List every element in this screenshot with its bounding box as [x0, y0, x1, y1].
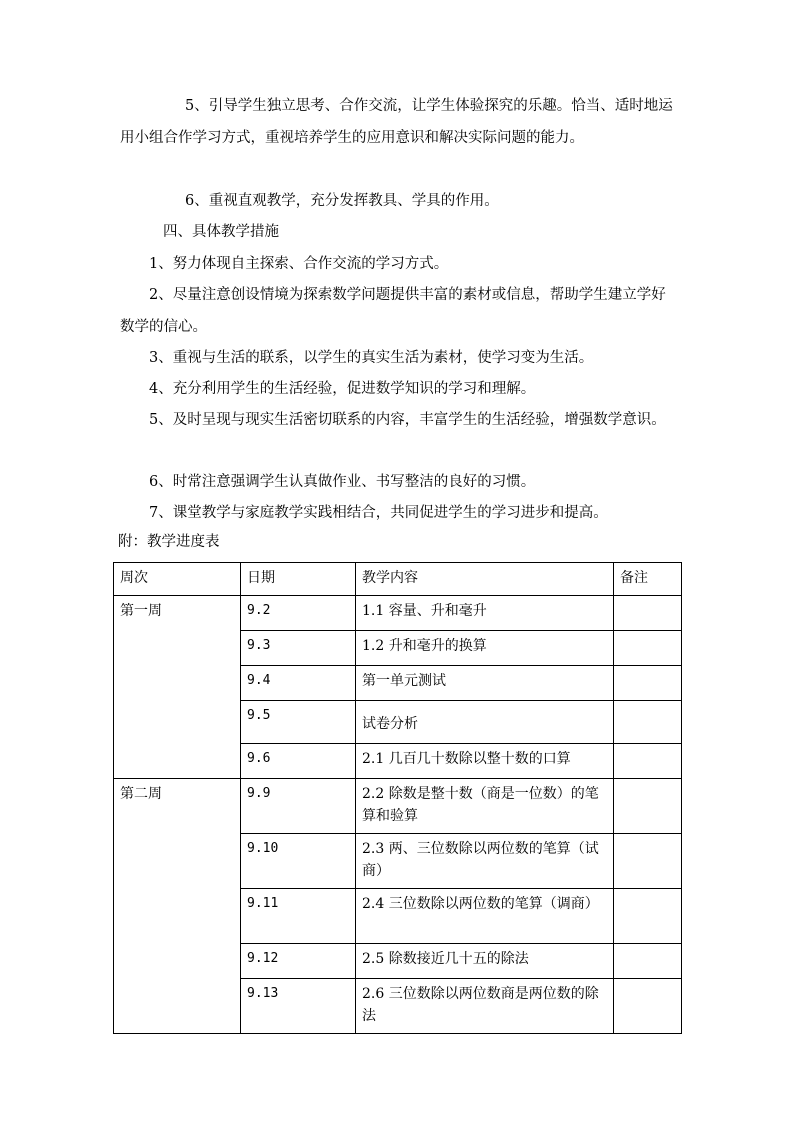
measure-item-5: 5、及时呈现与现实生活密切联系的内容，丰富学生的生活经验，增强数学意识。 [149, 412, 666, 428]
date-cell: 9.13 [241, 979, 356, 1034]
date-cell: 9.12 [241, 944, 356, 979]
content-cell: 2.4 三位数除以两位数的笔算（调商） [356, 889, 614, 944]
content-cell: 试卷分析 [356, 701, 614, 744]
header-content: 教学内容 [356, 563, 614, 596]
table-row [114, 596, 682, 631]
header-date: 日期 [241, 563, 356, 596]
note-cell [614, 631, 682, 666]
date-cell: 9.10 [241, 834, 356, 889]
note-cell [614, 596, 682, 631]
date-cell: 9.9 [241, 779, 356, 834]
date-cell: 9.11 [241, 889, 356, 944]
header-week: 周次 [114, 563, 241, 596]
content-cell: 2.3 两、三位数除以两位数的笔算（试商） [356, 834, 614, 889]
content-cell: 1.1 容量、升和毫升 [356, 596, 614, 631]
note-cell [614, 979, 682, 1034]
content-cell: 2.5 除数接近几十五的除法 [356, 944, 614, 979]
note-cell [614, 944, 682, 979]
date-cell: 9.3 [241, 631, 356, 666]
week-cell: 第二周 [114, 779, 241, 1034]
note-cell [614, 701, 682, 744]
note-cell [614, 666, 682, 701]
date-cell: 9.4 [241, 666, 356, 701]
table-header-row [114, 563, 682, 596]
note-cell [614, 744, 682, 779]
content-cell: 2.6 三位数除以两位数商是两位数的除法 [356, 979, 614, 1034]
section-heading: 四、具体教学措施 [163, 224, 279, 240]
content-cell: 2.2 除数是整十数（商是一位数）的笔算和验算 [356, 779, 614, 834]
table-row [114, 779, 682, 834]
measure-item-3: 3、重视与生活的联系，以学生的真实生活为素材，使学习变为生活。 [149, 350, 594, 366]
measure-item-2: 2、尽量注意创设情境为探索数学问题提供丰富的素材或信息，帮助学生建立学好数学的信心。 [120, 287, 666, 335]
teaching-schedule-table [113, 562, 682, 1034]
week-cell: 第一周 [114, 596, 241, 779]
content-cell: 2.1 几百几十数除以整十数的口算 [356, 744, 614, 779]
header-note: 备注 [614, 563, 682, 596]
note-cell [614, 834, 682, 889]
measure-item-4: 4、充分利用学生的生活经验，促进数学知识的学习和理解。 [149, 381, 536, 397]
note-cell [614, 779, 682, 834]
paragraph-6: 6、重视直观教学，充分发挥教具、学具的作用。 [185, 193, 499, 209]
appendix-title: 附：教学进度表 [118, 534, 220, 550]
paragraph-5: 5、引导学生独立思考、合作交流，让学生体验探究的乐趣。恰当、适时地运用小组合作学习方式，重视培养学生的应用意识和解决实际问题的能力。 [120, 98, 673, 146]
measure-item-1: 1、努力体现自主探索、合作交流的学习方式。 [149, 256, 449, 272]
date-cell: 9.6 [241, 744, 356, 779]
date-cell: 9.2 [241, 596, 356, 631]
date-cell: 9.5 [241, 701, 356, 744]
measure-item-6: 6、时常注意强调学生认真做作业、书写整洁的良好的习惯。 [149, 474, 536, 490]
measure-item-7: 7、课堂教学与家庭教学实践相结合，共同促进学生的学习进步和提高。 [149, 505, 608, 521]
note-cell [614, 889, 682, 944]
content-cell: 1.2 升和毫升的换算 [356, 631, 614, 666]
content-cell: 第一单元测试 [356, 666, 614, 701]
